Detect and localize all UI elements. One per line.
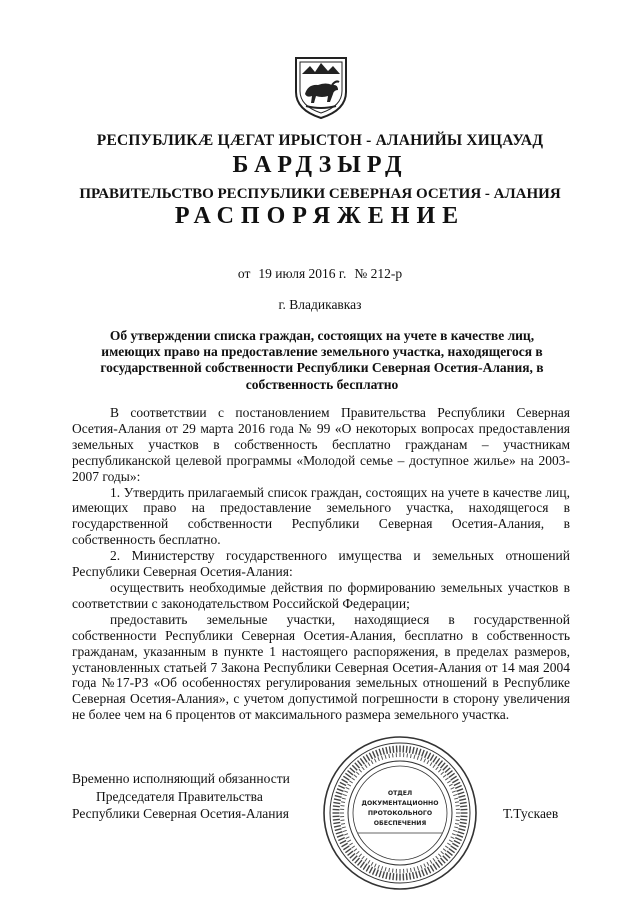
svg-text:ДОКУМЕНТАЦИОННО: ДОКУМЕНТАЦИОННО — [361, 800, 439, 807]
date-prefix: от — [237, 266, 251, 281]
signatory-title-line: Республики Северная Осетия-Алания — [72, 806, 289, 821]
document-date: 19 июля 2016 г. — [258, 266, 347, 281]
coat-of-arms-icon — [290, 54, 352, 120]
signatory-name: Т.Тускаев — [503, 806, 559, 821]
document-number: № 212-р — [354, 266, 403, 281]
signatory-title-line: Временно исполняющий обязанности — [72, 771, 290, 786]
official-seal-stamp — [320, 733, 480, 893]
body-paragraph: 1. Утвердить прилагаемый список граждан, состоящих на учете в качестве лиц, имеющих право на предоставление земельного участка, находящегося в государственной собственности Республики Северная Осетия-Алания, в собственность бесплатно. — [72, 484, 570, 548]
document-subject: Об утверждении списка граждан, состоящих на учете в качестве лиц, имеющих право на предоставление земельного участка, находящегося в государственной собственности Республики Северная Осетия-Алания, в собственность бесплатно — [100, 328, 544, 392]
body-paragraph: В соответствии с постановлением Правительства Республики Северная Осетия-Алания от 29 марта 2016 года № 99 «О некоторых вопросах предоставления земельных участков в собственность бесплатно гражданам – участникам республиканской целевой программы «Молодой семье – доступное жилье» на 2003-2007 годы»: — [72, 405, 570, 484]
signatory-title — [72, 770, 290, 823]
document-body — [72, 405, 570, 723]
body-paragraph: 2. Министерству государственного имущества и земельных отношений Республики Северная Осетия-Алания: — [72, 548, 570, 580]
document-date-line — [0, 266, 640, 282]
svg-text:ПРОТОКОЛЬНОГО: ПРОТОКОЛЬНОГО — [367, 810, 433, 817]
document-city: г. Владикавказ — [278, 297, 362, 312]
header-russian-government: ПРАВИТЕЛЬСТВО РЕСПУБЛИКИ СЕВЕРНАЯ ОСЕТИЯ - АЛАНИЯ — [79, 186, 561, 202]
body-paragraph: предоставить земельные участки, находящиеся в государственной собственности Республики Северная Осетия-Алания, бесплатно в собственность гражданам, указанным в пункте 1 настоящего распоряжения, в пределах размеров, установленных статьей 7 Закона Республики Северная Осетия-Алания от 14 мая 2004 года №17-РЗ «Об особенностях регулирования земельных отношений в Республике Северная Осетия-Алания», с учетом допустимой погрешности в сторону увеличения не более чем на 6 процентов от максимального размера земельного участка. — [72, 611, 570, 723]
header-ossetian-doc-type: БАРДЗЫРД — [232, 152, 408, 178]
signatory-title-line: Председателя Правительства — [96, 788, 263, 804]
body-paragraph: осуществить необходимые действия по формированию земельных участков в соответствии с законодательством Российской Федерации; — [72, 579, 570, 611]
header-ossetian-republic: РЕСПУБЛИКÆ ЦÆГАТ ИРЫСТОН - АЛАНИЙЫ ХИЦАУАД — [96, 132, 544, 149]
header-russian-doc-type: РАСПОРЯЖЕНИЕ — [174, 203, 466, 229]
svg-text:ОБЕСПЕЧЕНИЯ: ОБЕСПЕЧЕНИЯ — [373, 820, 427, 827]
svg-text:ОТДЕЛ: ОТДЕЛ — [387, 790, 413, 797]
